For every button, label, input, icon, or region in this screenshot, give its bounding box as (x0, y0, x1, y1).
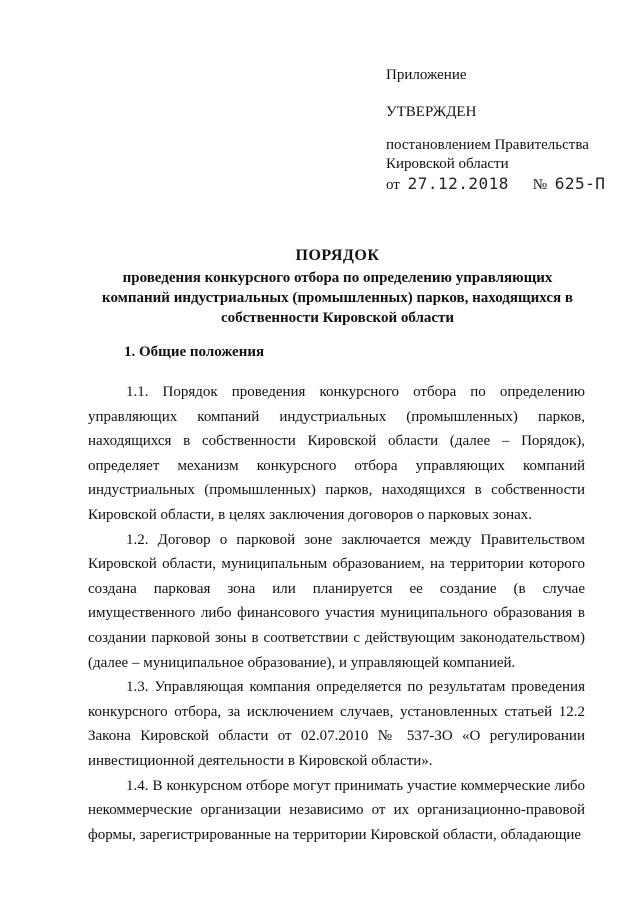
decree-line-2: Кировской области (386, 156, 509, 172)
handwritten-number: 625-П (554, 174, 606, 193)
document-title-block (90, 246, 585, 328)
decree-date-number-line (386, 174, 626, 195)
paragraph-1-2: 1.2. Договор о парковой зоне заключается между Правительством Кировской области, муниципальным образованием, на территории которого создана парковая зона или планируется ее создание (в случае имущественного либо финансового участия муниципального образования в создании парковой зоны в соответствии с действующим законодательством) (далее – муниципальное образование), и управляющей компанией. (88, 531, 585, 671)
document-subtitle-line-2: компаний индустриальных (промышленных) парков, находящихся в (102, 290, 573, 306)
document-subtitle-line-3: собственности Кировской области (220, 310, 455, 326)
document-subtitle-line-1: проведения конкурсного отбора по определению управляющих (122, 270, 553, 286)
document-body (88, 380, 585, 847)
document-title: ПОРЯДОК (295, 247, 380, 264)
approved-label: УТВЕРЖДЕН (386, 104, 477, 120)
section-heading: 1. Общие положения (124, 344, 265, 360)
handwritten-date: 27.12.2018 (407, 174, 509, 193)
paragraph-1-3: 1.3. Управляющая компания определяется по результатам проведения конкурсного отбора, за исключением случаев, установленных статьей 12.2 Закона Кировской области от 02.07.2010 № 537-ЗО «О регулировании инвестиционной деятельности в Кировской области». (88, 679, 585, 769)
date-prefix: от (386, 177, 400, 193)
approval-block (386, 66, 626, 195)
decree-line-1: постановлением Правительства (386, 137, 589, 153)
number-prefix: № (532, 177, 547, 193)
appendix-label: Приложение (386, 67, 467, 83)
paragraph-1-1: 1.1. Порядок проведения конкурсного отбора по определению управляющих компаний индустриальных (промышленных) парков, находящихся в собственности Кировской области (далее – Порядок), определяет механизм конкурсного отбора управляющих компаний индустриальных (промышленных) парков, находящихся в собственности Кировской области, в целях заключения договоров о парковых зонах. (88, 384, 585, 523)
paragraph-1-4: 1.4. В конкурсном отборе могут принимать участие коммерческие либо некоммерческие организации независимо от их организационно-правовой формы, зарегистрированные на территории Кировской области, обладающие (88, 777, 585, 843)
